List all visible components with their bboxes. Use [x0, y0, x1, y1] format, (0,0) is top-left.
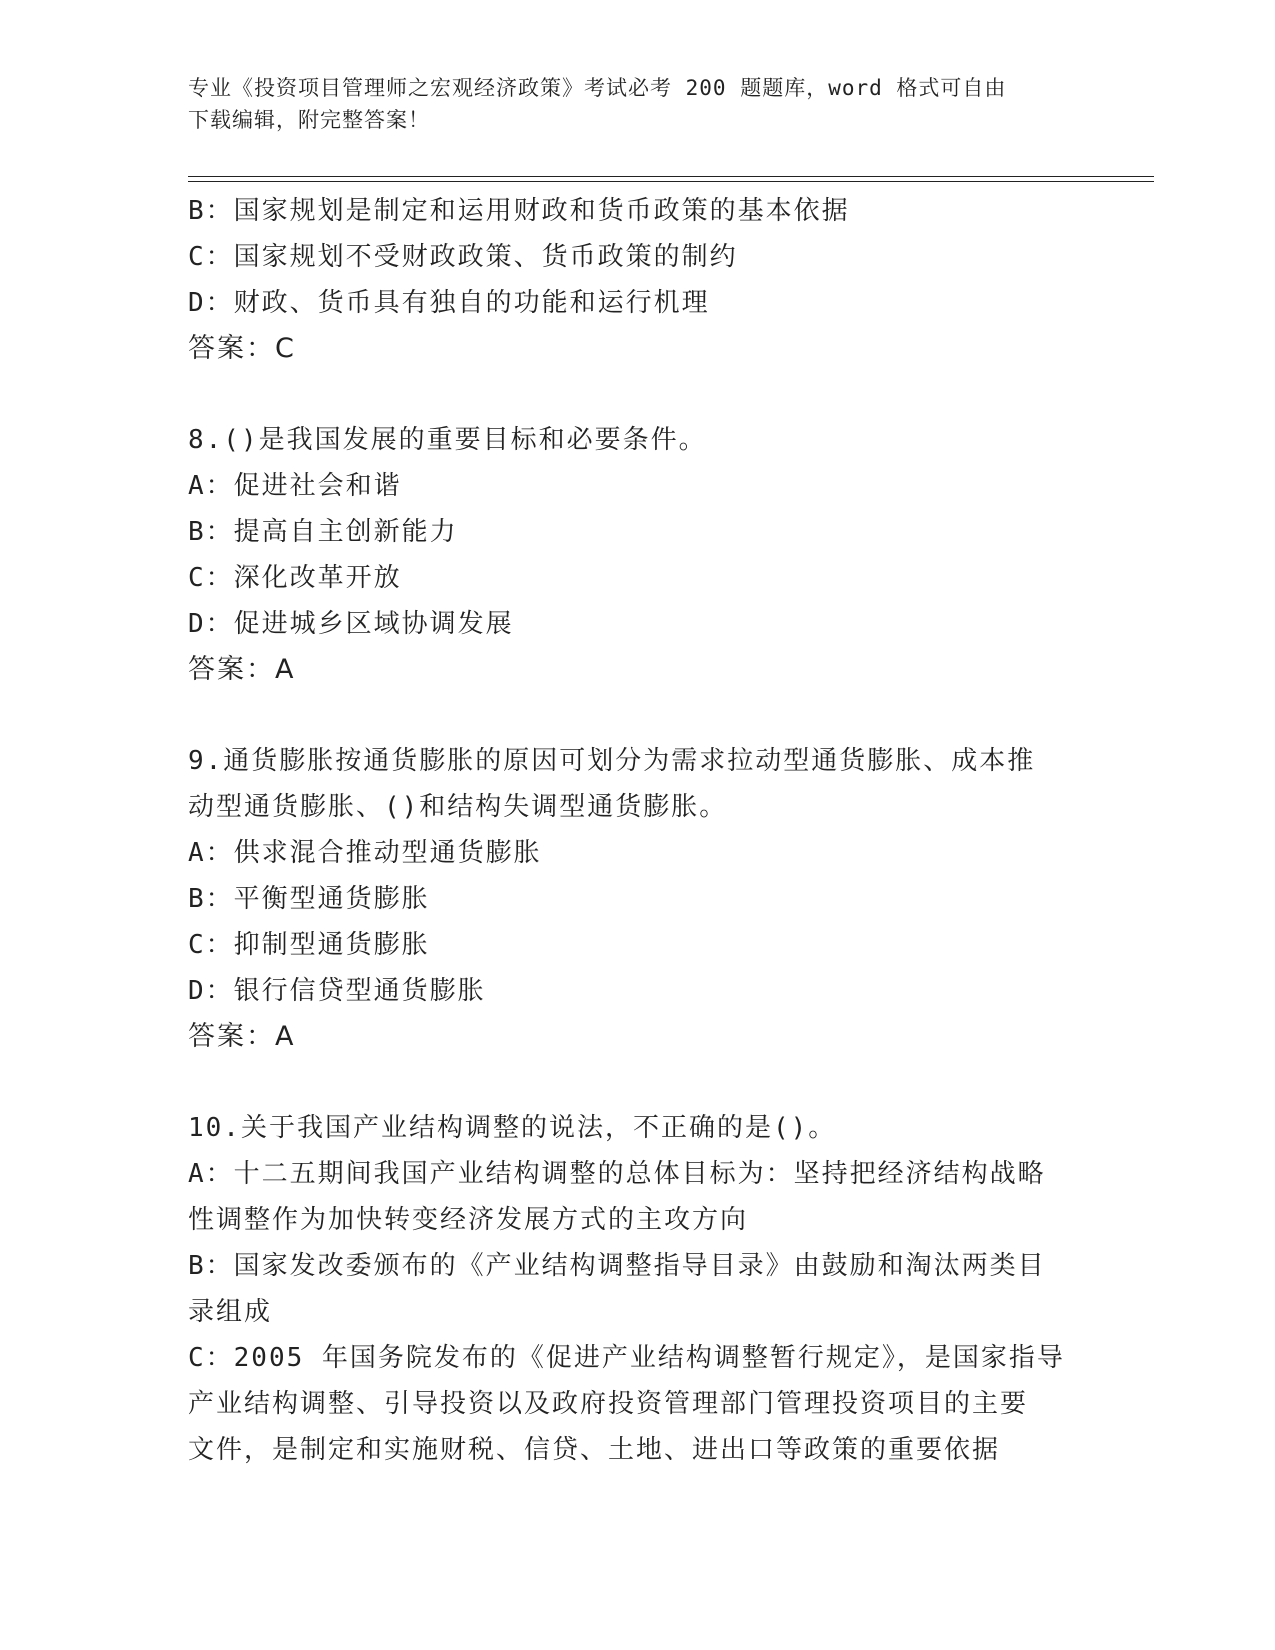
q8-option-c: C：深化改革开放 [188, 563, 402, 593]
q10-option-c-line-2: 产业结构调整、引导投资以及政府投资管理部门管理投资项目的主要 [188, 1389, 1029, 1419]
q9-stem-line-2: 动型通货膨胀、()和结构失调型通货膨胀。 [188, 792, 728, 822]
q8-answer: 答案：A [188, 654, 296, 685]
spacer [188, 1060, 1088, 1105]
q10-option-b-line-2: 录组成 [188, 1297, 273, 1327]
q9-option-a: A：供求混合推动型通货膨胀 [188, 838, 542, 868]
document-body [188, 188, 1088, 1473]
header-line-1: 专业《投资项目管理师之宏观经济政策》考试必考 200 题题库，word 格式可自由 [188, 76, 1007, 100]
q8-option-b: B：提高自主创新能力 [188, 517, 458, 547]
q10-option-a-line-1: A：十二五期间我国产业结构调整的总体目标为：坚持把经济结构战略 [188, 1159, 1046, 1189]
header-divider-top [188, 176, 1154, 177]
q10-option-c-line-3: 文件，是制定和实施财税、信贷、土地、进出口等政策的重要依据 [188, 1435, 1001, 1465]
q9-option-b: B：平衡型通货膨胀 [188, 884, 430, 914]
question-9 [188, 738, 1088, 1060]
q10-stem: 10.关于我国产业结构调整的说法，不正确的是()。 [188, 1113, 837, 1143]
q9-option-d: D：银行信贷型通货膨胀 [188, 976, 486, 1006]
q7-answer: 答案：C [188, 333, 296, 364]
header-divider-bottom [188, 181, 1154, 182]
q7-option-c: C：国家规划不受财政政策、货币政策的制约 [188, 242, 738, 272]
spacer [188, 693, 1088, 738]
q10-option-b-line-1: B：国家发改委颁布的《产业结构调整指导目录》由鼓励和淘汰两类目 [188, 1251, 1046, 1281]
document-header [188, 72, 1068, 136]
q10-option-a-line-2: 性调整作为加快转变经济发展方式的主攻方向 [188, 1205, 749, 1235]
q7-option-d: D：财政、货币具有独自的功能和运行机理 [188, 288, 710, 318]
spacer [188, 372, 1088, 417]
q7-option-b: B：国家规划是制定和运用财政和货币政策的基本依据 [188, 196, 850, 226]
question-7 [188, 188, 1088, 372]
q10-option-c-line-1: C：2005 年国务院发布的《促进产业结构调整暂行规定》，是国家指导 [188, 1343, 1065, 1373]
q8-option-a: A：促进社会和谐 [188, 471, 402, 501]
question-10 [188, 1105, 1088, 1473]
header-line-2: 下载编辑，附完整答案！ [188, 108, 430, 132]
q9-answer: 答案：A [188, 1021, 296, 1052]
q9-option-c: C：抑制型通货膨胀 [188, 930, 430, 960]
question-8 [188, 417, 1088, 693]
q9-stem-line-1: 9.通货膨胀按通货膨胀的原因可划分为需求拉动型通货膨胀、成本推 [188, 746, 1036, 776]
q8-option-d: D：促进城乡区域协调发展 [188, 609, 514, 639]
q8-stem: 8.()是我国发展的重要目标和必要条件。 [188, 425, 707, 455]
